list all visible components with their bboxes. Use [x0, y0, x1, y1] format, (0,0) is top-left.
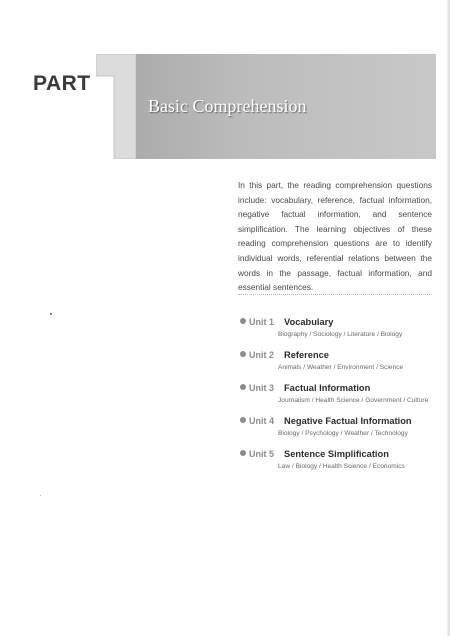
- page-edge: [446, 0, 450, 636]
- unit-topics: Biography / Sociology / Literature / Biology: [278, 331, 403, 338]
- part-label: PART: [33, 72, 91, 95]
- part-number-graphic: [96, 54, 136, 159]
- unit-title: Factual Information: [284, 383, 371, 393]
- unit-topics: Biology / Psychology / Weather / Technology: [278, 430, 408, 437]
- unit-title: Sentence Simplification: [284, 449, 389, 459]
- unit-title: Reference: [284, 350, 329, 360]
- scan-speck: [40, 495, 41, 496]
- list-item: [240, 449, 436, 473]
- unit-topics: Journalism / Health Science / Government / Culture: [278, 397, 429, 404]
- list-item: [240, 416, 436, 440]
- list-item: [240, 350, 436, 374]
- bullet-icon: [240, 351, 246, 357]
- list-item: [240, 383, 436, 407]
- unit-topics: Animals / Weather / Environment / Science: [278, 364, 404, 371]
- bullet-icon: [240, 450, 246, 456]
- unit-title: Negative Factual Information: [284, 416, 412, 426]
- scan-speck: [50, 313, 52, 315]
- bullet-icon: [240, 318, 246, 324]
- bullet-icon: [240, 417, 246, 423]
- unit-number: Unit 1: [249, 317, 275, 327]
- section-divider: [238, 294, 432, 295]
- part-title: Basic Comprehension: [148, 96, 307, 116]
- unit-list: [240, 317, 436, 482]
- list-item: [240, 317, 436, 341]
- unit-number: Unit 5: [249, 449, 275, 459]
- unit-title: Vocabulary: [284, 317, 334, 327]
- unit-number: Unit 4: [249, 416, 275, 426]
- unit-number: Unit 2: [249, 350, 275, 360]
- unit-number: Unit 3: [249, 383, 275, 393]
- intro-paragraph: In this part, the reading comprehension questions include: vocabulary, reference, factual information, negative factual information, and sentence simplification. The learning objectives of these reading comprehension questions are to identify individual words, referential relations between the words in the passage, factual information, and essential sentences.: [238, 180, 432, 293]
- bullet-icon: [240, 384, 246, 390]
- unit-topics: Law / Biology / Health Science / Economics: [278, 463, 405, 470]
